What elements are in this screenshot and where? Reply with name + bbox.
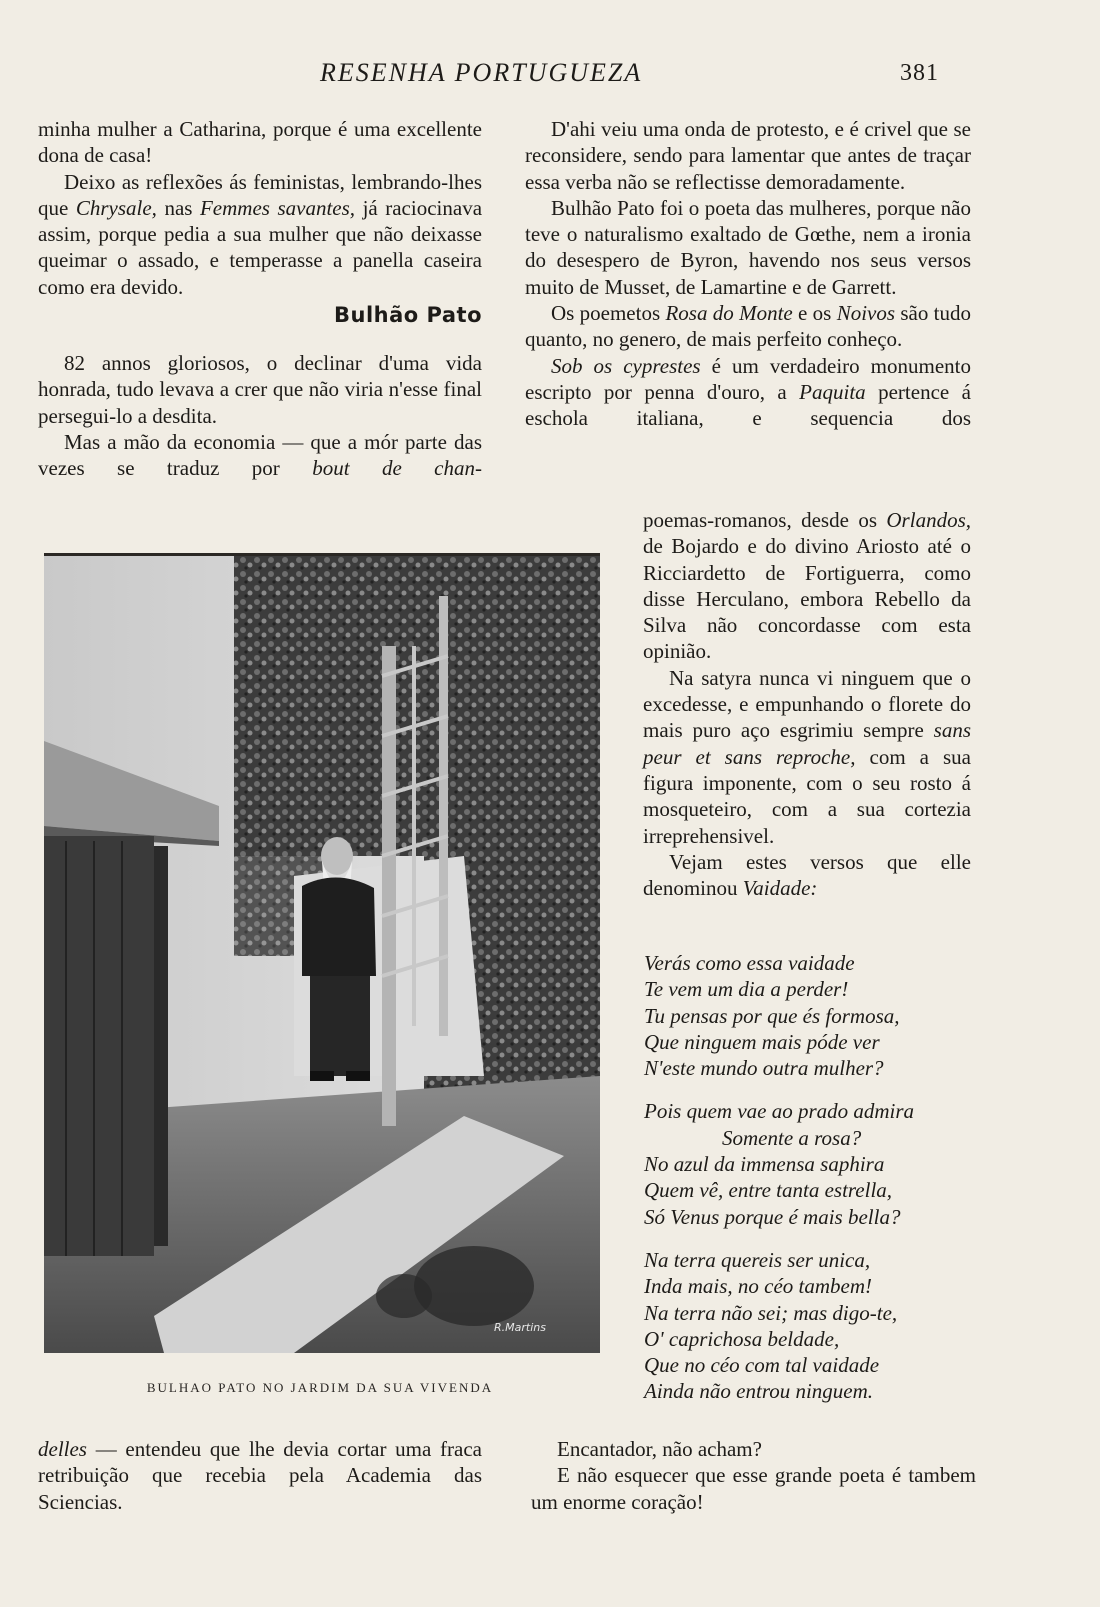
poem-line: Que no céo com tal vaidade bbox=[644, 1353, 880, 1378]
poem-line: No azul da immensa saphira bbox=[644, 1152, 885, 1177]
running-head bbox=[0, 54, 1100, 94]
left-column-top bbox=[38, 116, 482, 482]
garden-photograph bbox=[44, 553, 600, 1353]
photo-signature: R.Martins bbox=[494, 1321, 546, 1334]
paragraph: Mas a mão da economia — que a mór parte das vezes se traduz por bout de chan- bbox=[38, 429, 482, 481]
page-number: 381 bbox=[900, 60, 939, 86]
photograph-figure bbox=[44, 553, 600, 1353]
poem-line: Ainda não entrou ninguem. bbox=[644, 1379, 874, 1404]
poem-stanza bbox=[644, 950, 984, 1081]
right-column-narrow bbox=[643, 507, 971, 901]
poem-line: Na terra não sei; mas digo-te, bbox=[644, 1300, 898, 1325]
right-column-bottom bbox=[531, 1436, 976, 1515]
poem-line: Quem vê, entre tanta estrella, bbox=[644, 1178, 893, 1203]
paragraph: Os poemetos Rosa do Monte e os Noivos são tudo quanto, no genero, de mais perfeito conheço. bbox=[525, 301, 971, 352]
right-column-top bbox=[525, 116, 971, 432]
paragraph: Sob os cyprestes é um verdadeiro monumento escripto por penna d'ouro, a Paquita pertence á eschola italiana, e sequencia dos bbox=[525, 353, 972, 431]
poem-stanza bbox=[644, 1098, 984, 1229]
poem-line: Na terra quereis ser unica, bbox=[644, 1247, 871, 1272]
poem-line: Somente a rosa? bbox=[722, 1125, 862, 1150]
poem-line: Pois quem vae ao prado admira bbox=[644, 1099, 915, 1124]
section-heading: Bulhão Pato bbox=[334, 303, 482, 328]
paragraph: poemas-romanos, desde os Orlandos, de Bojardo e do divino Ariosto até o Ricciardetto de Fortiguerra, como disse Herculano, embora Rebello da Silva não concordasse com esta opinião. bbox=[643, 508, 971, 664]
poem-line: Tu pensas por que és formosa, bbox=[644, 1003, 900, 1028]
poem-line: Inda mais, no céo tambem! bbox=[644, 1274, 873, 1299]
paragraph: Bulhão Pato foi o poeta das mulheres, porque não teve o naturalismo exaltado de Gœthe, nem a ironia do desespero de Byron, havendo nos seus versos muito de Musset, de Lamartine e de Garrett. bbox=[525, 195, 971, 299]
photo-caption: BULHAO PATO NO JARDIM DA SUA VIVENDA bbox=[146, 1380, 494, 1395]
paragraph: Vejam estes versos que elle denominou Vaidade: bbox=[643, 849, 971, 901]
paragraph: delles — entendeu que lhe devia cortar uma fraca retribuição que recebia pela Academia das Sciencias. bbox=[38, 1437, 482, 1514]
paragraph: Na satyra nunca vi ninguem que o excedesse, e empunhando o florete do mais puro aço esgrimiu sempre sans peur et sans reproche, com a sua figura imponente, com o seu rosto á mosqueteiro, com a sua cortezia irreprehensivel. bbox=[643, 665, 971, 848]
poem-line: Te vem um dia a perder! bbox=[644, 977, 849, 1002]
journal-title: RESENHA PORTUGUEZA bbox=[320, 58, 643, 87]
poem-stanza bbox=[644, 1247, 984, 1405]
left-column-bottom bbox=[38, 1436, 482, 1515]
poem-vaidade bbox=[644, 950, 984, 1422]
paragraph: Deixo as reflexões ás feministas, lembrando-lhes que Chrysale, nas Femmes savantes, já raciocinava assim, porque pedia a sua mulher que não deixasse queimar o assado, e temperasse a panella caseira como era devido. bbox=[38, 169, 483, 299]
poem-line: Que ninguem mais póde ver bbox=[644, 1029, 880, 1054]
poem-line: Só Venus porque é mais bella? bbox=[644, 1204, 901, 1229]
poem-line: O' caprichosa beldade, bbox=[644, 1326, 840, 1351]
paragraph: D'ahi veiu uma onda de protesto, e é crivel que se reconsidere, sendo para lamentar que antes de traçar essa verba não se reflectisse demoradamente. bbox=[525, 117, 971, 194]
paragraph: E não esquecer que esse grande poeta é tambem um enorme coração! bbox=[531, 1463, 976, 1514]
poem-line: N'este mundo outra mulher? bbox=[644, 1056, 884, 1081]
poem-line: Verás como essa vaidade bbox=[644, 951, 855, 975]
paragraph: minha mulher a Catharina, porque é uma excellente dona de casa! bbox=[38, 117, 482, 168]
paragraph: 82 annos gloriosos, o declinar d'uma vida honrada, tudo levava a crer que não viria n'esse final persegui-lo a desdita. bbox=[38, 351, 482, 428]
paragraph: Encantador, não acham? bbox=[557, 1437, 762, 1461]
